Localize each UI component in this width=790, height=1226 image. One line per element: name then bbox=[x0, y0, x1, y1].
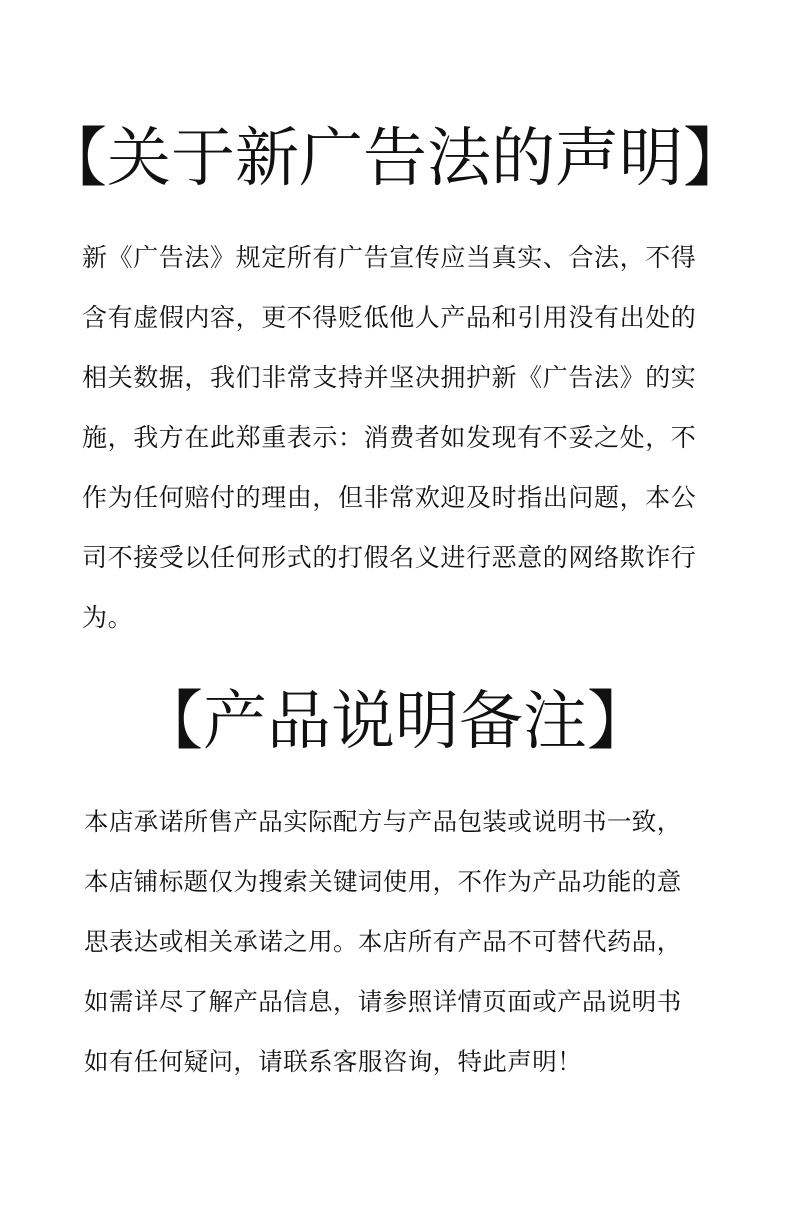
notes-line: 本店铺标题仅为搜索关键词使用，不作为产品功能的意 bbox=[84, 867, 682, 896]
notes-line: 如有任何疑问，请联系客服咨询，特此声明！ bbox=[84, 1047, 582, 1076]
notes-line: 思表达或相关承诺之用。本店所有产品不可替代药品， bbox=[84, 927, 682, 956]
statement-line: 为。 bbox=[82, 603, 134, 632]
statement-line: 新《广告法》规定所有广告宣传应当真实、合法，不得 bbox=[82, 243, 697, 272]
ad-law-statement-title: 【关于新广告法的声明】 bbox=[43, 122, 747, 196]
product-notes-title: 【产品说明备注】 bbox=[139, 685, 651, 759]
notes-line: 如需详尽了解产品信息，请参照详情页面或产品说明书 bbox=[84, 987, 682, 1016]
statement-line: 施，我方在此郑重表示：消费者如发现有不妥之处，不 bbox=[82, 423, 697, 452]
ad-law-statement-body bbox=[82, 240, 696, 660]
statement-line: 作为任何赔付的理由，但非常欢迎及时指出问题，本公 bbox=[82, 483, 697, 512]
statement-line: 司不接受以任何形式的打假名义进行恶意的网络欺诈行 bbox=[82, 543, 697, 572]
statement-line: 含有虚假内容，更不得贬低他人产品和引用没有出处的 bbox=[82, 303, 697, 332]
statement-line: 相关数据，我们非常支持并坚决拥护新《广告法》的实 bbox=[82, 363, 697, 392]
product-notes-body bbox=[84, 803, 682, 1103]
notes-line: 本店承诺所售产品实际配方与产品包装或说明书一致， bbox=[84, 807, 682, 836]
